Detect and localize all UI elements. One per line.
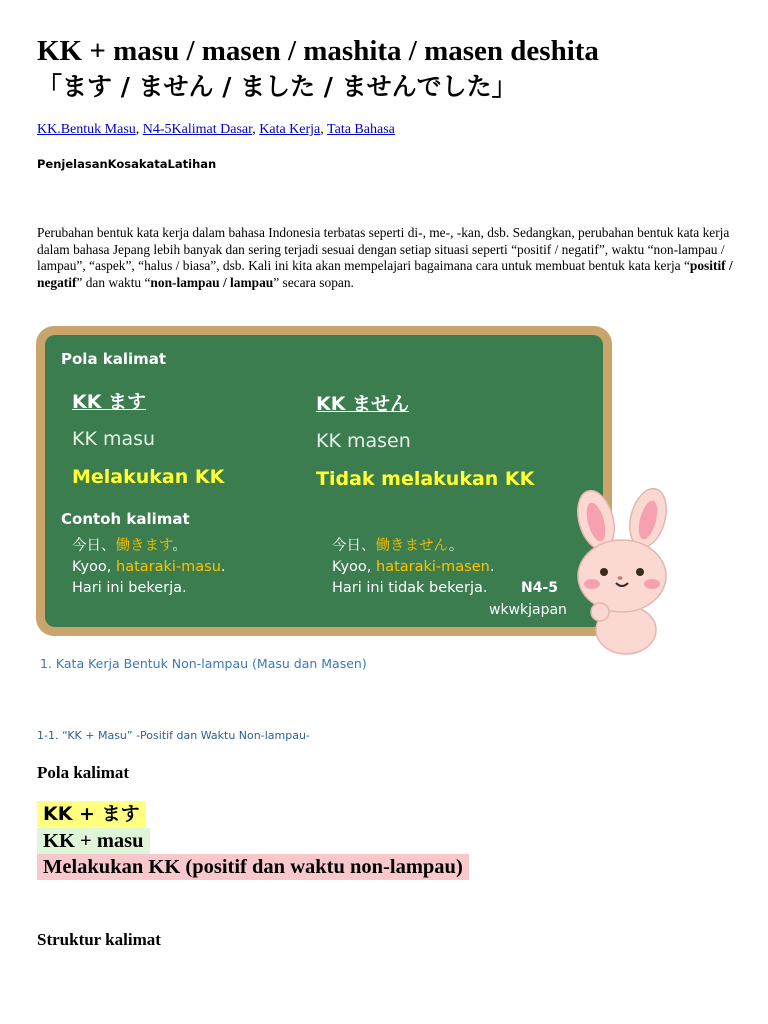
pattern-japanese: KK + ます	[37, 801, 146, 827]
page-title	[37, 34, 737, 104]
intro-text-2: ” dan waktu “	[76, 274, 151, 290]
section-heading-1: 1. Kata Kerja Bentuk Non-lampau (Masu dan Masen)	[40, 656, 367, 671]
tab-latihan[interactable]: Latihan	[167, 157, 217, 171]
board-left-heading: KK ます	[72, 391, 147, 413]
board-left-meaning: Melakukan KK	[72, 466, 225, 488]
category-link-kalimat-dasar[interactable]: N4-5Kalimat Dasar	[142, 122, 253, 137]
board-right-meaning: Tidak melakukan KK	[316, 468, 535, 490]
board-right-romaji: KK masen	[316, 430, 411, 452]
board-right-example	[332, 536, 494, 599]
board-right-example-translation: Hari ini tidak bekerja.	[332, 580, 488, 596]
board-level-tag: N4-5	[521, 580, 559, 596]
intro-bold-2: non-lampau / lampau	[150, 274, 274, 290]
chalkboard	[45, 335, 603, 627]
pola-kalimat-heading: Pola kalimat	[37, 763, 130, 782]
pattern-meaning: Melakukan KK (positif dan waktu non-lampau)	[37, 854, 469, 880]
category-link-kata-kerja[interactable]: Kata Kerja	[259, 122, 321, 137]
board-left-example-romaji: Kyoo, hataraki-masu.	[72, 559, 226, 575]
board-left-example-translation: Hari ini bekerja.	[72, 580, 187, 596]
content-tabs	[37, 157, 216, 171]
chalkboard-figure	[36, 326, 684, 656]
category-link-bentuk-masu[interactable]: KK.Bentuk Masu	[37, 122, 136, 137]
title-line-2: 「ます / ません / ました / ませんでした」	[37, 72, 517, 101]
intro-text-1: Perubahan bentuk kata kerja dalam bahasa Indonesia terbatas seperti di-, me-, -kan, dsb. Sedangkan, perubahan bentuk kata kerja dalam bahasa Jepang lebih banyak dan sering terjadi sesuai dengan setiap situasi seperti “positif / negatif”, waktu “non-lampau / lampau”, “aspek”, “halus / biasa”, dsb. Kali ini kita akan mempelajari bagaimana cara untuk membuat bentuk kata kerja “	[37, 225, 730, 273]
intro-text-3: ” secara sopan.	[273, 274, 354, 290]
board-left-romaji: KK masu	[72, 428, 156, 450]
struktur-kalimat-heading: Struktur kalimat	[37, 930, 161, 949]
bunny-mascot-icon	[562, 488, 684, 656]
title-line-1: KK + masu / masen / mashita / masen deshita	[37, 35, 599, 67]
section-heading-1-1: 1-1. “KK + Masu” -Positif dan Waktu Non-lampau-	[37, 729, 310, 742]
board-pattern-label: Pola kalimat	[61, 350, 167, 368]
board-example-label: Contoh kalimat	[61, 510, 190, 528]
board-right-example-jp: 今日、働きません。	[332, 538, 464, 554]
board-right-heading: KK ません	[316, 393, 410, 415]
category-link-tata-bahasa[interactable]: Tata Bahasa	[327, 122, 395, 137]
tab-kosakata[interactable]: Kosakata	[107, 157, 168, 171]
category-links: KK.Bentuk Masu, N4-5Kalimat Dasar, Kata Kerja, Tata Bahasa	[37, 122, 395, 137]
board-right-example-romaji: Kyoo, hataraki-masen.	[332, 559, 495, 575]
intro-paragraph	[37, 225, 737, 291]
intro-bold-1: positif / negatif	[37, 258, 733, 290]
pattern-romaji: KK + masu	[37, 828, 150, 854]
tab-penjelasan[interactable]: Penjelasan	[37, 157, 108, 171]
board-left-example	[72, 536, 226, 599]
board-brand: wkwkjapan	[489, 602, 567, 618]
board-left-example-jp: 今日、働きます。	[72, 538, 187, 554]
